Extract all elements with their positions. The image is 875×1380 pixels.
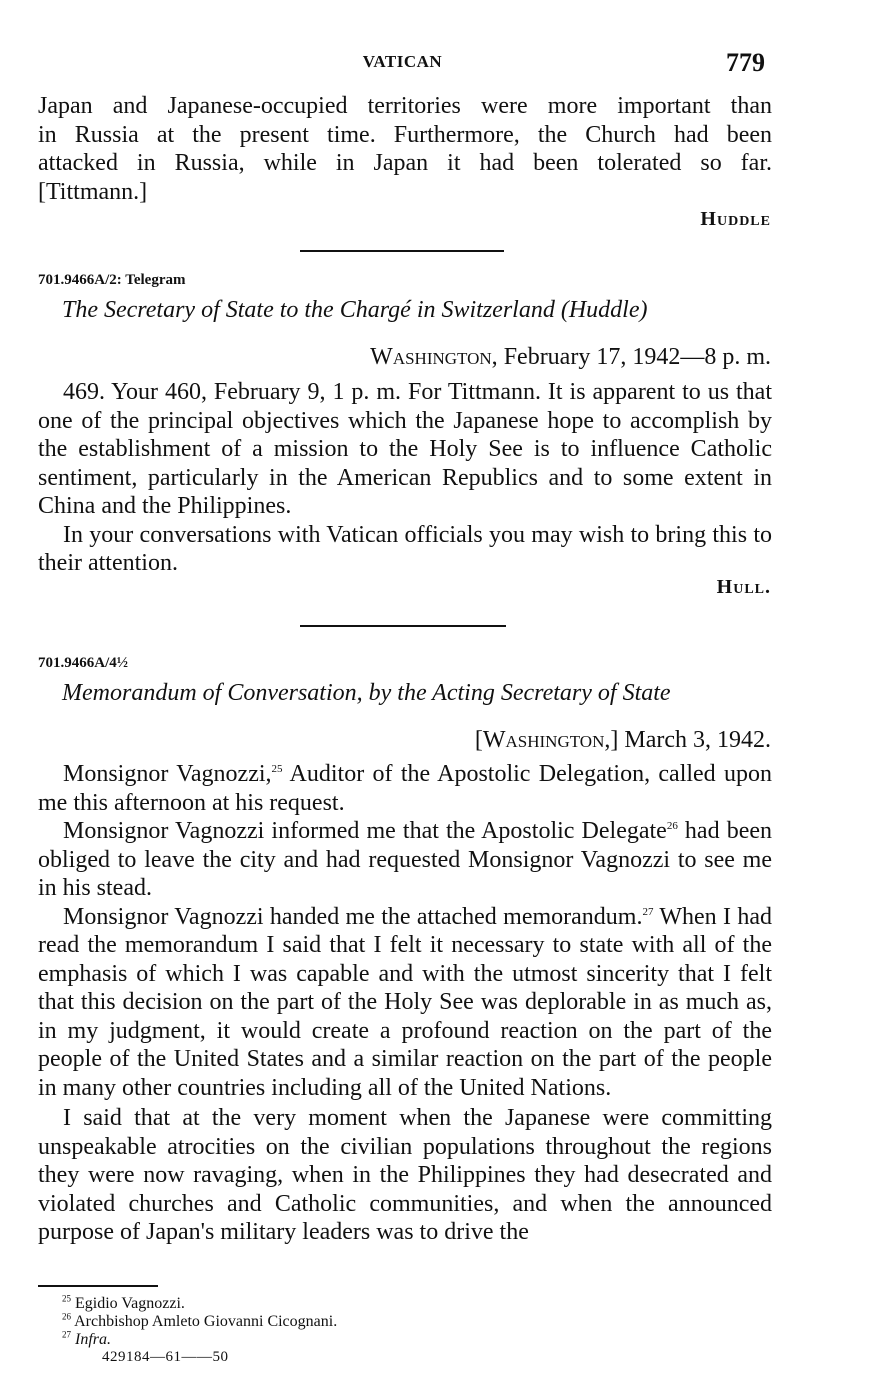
paragraph-text: Monsignor Vagnozzi informed me that the Apostolic Delegate [63, 818, 667, 844]
dateline-date: February 17, 1942—8 p. m. [497, 344, 771, 370]
document-title: Memorandum of Conversation, by the Acting Secretary of State [62, 680, 671, 706]
paragraph [38, 760, 772, 817]
footnote-text: Egidio Vagnozzi. [75, 1295, 185, 1312]
footnote-ref: 27 [642, 905, 654, 918]
page-number: 779 [726, 48, 765, 77]
footnote-text: Infra. [75, 1331, 111, 1348]
continued-text [38, 92, 772, 206]
paragraph-text: had been obliged to leave the city and had requested Monsignor Vagnozzi to see me in his stead. [38, 818, 772, 901]
running-title: VATICAN [362, 52, 443, 71]
footnote-number: 25 [62, 1293, 71, 1304]
file-type: : Telegram [116, 272, 186, 288]
footnotes [62, 1295, 662, 1349]
footnote [62, 1313, 662, 1331]
footnote-rule [38, 1285, 158, 1287]
file-number-value: 701.9466A/2 [38, 272, 117, 288]
file-number [38, 272, 186, 289]
dateline [370, 344, 771, 371]
dateline-place: Washington, [370, 344, 498, 370]
bracket: [ [474, 727, 483, 753]
footnote [62, 1331, 662, 1349]
dateline [475, 727, 771, 754]
telegram-body [38, 378, 772, 578]
signature-huddle: Huddle [700, 208, 771, 230]
footnote-ref: 25 [271, 763, 283, 775]
continued-line: attacked in Russia, while in Japan it had been tolerated so far. [38, 150, 772, 176]
section-divider [300, 250, 504, 252]
footnote-number: 27 [62, 1329, 71, 1340]
paragraph [38, 817, 772, 903]
footnote-text: Archbishop Amleto Giovanni Cicognani. [74, 1313, 338, 1330]
running-head [0, 48, 875, 78]
print-code: 429184—61——50 [102, 1349, 229, 1365]
continued-line: in Russia at the present time. Furthermore, the Church had been [38, 121, 772, 148]
paragraph-text: When I had read the memorandum I said that I felt it necessary to state with all of the emphasis of which I was capable and with the utmost sincerity that I felt that this decision on the part of the Holy See was deplorable in as much as, in my judgment, it would create a profound reaction on the part of the people of the United States and a similar reaction on the part of the people in many other countries including all of the United Nations. [38, 903, 772, 1101]
memorandum-body [38, 760, 772, 1247]
paragraph: 469. Your 460, February 9, 1 p. m. For Tittmann. It is apparent to us that one of the principal objectives which the Japanese hope to accomplish by the establishment of a mission to the Holy See is to influence Catholic sentiment, particularly in the American Republics and to some extent in China and the Philippines. [38, 379, 772, 519]
footnote [62, 1295, 662, 1313]
paragraph-text: Monsignor Vagnozzi, [63, 761, 272, 787]
paragraph: I said that at the very moment when the Japanese were committing unspeakable atrocities on the civilian populations throughout the regions they were now ravaging, when in the Philippines they had desecrated and violated churches and Catholic communities, and when the announced purpose of Japan's military leaders was to drive the [38, 1105, 772, 1245]
continued-line: [Tittmann.] [38, 178, 148, 205]
footnote-ref: 26 [666, 820, 678, 832]
paragraph: In your conversations with Vatican officials you may wish to bring this to their attention. [38, 521, 772, 576]
paragraph [38, 903, 772, 1103]
dateline-place: Washington, [482, 727, 611, 753]
file-number: 701.9466A/4½ [38, 655, 128, 671]
continued-line: Japan and Japanese-occupied territories were more important than [38, 93, 772, 119]
footnote-number: 26 [62, 1311, 71, 1322]
paragraph-text: Monsignor Vagnozzi handed me the attached memorandum. [63, 903, 643, 930]
dateline-date: ] March 3, 1942. [610, 727, 771, 753]
signature-hull: Hull. [716, 576, 771, 598]
section-divider [300, 625, 506, 627]
document-title: The Secretary of State to the Chargé in Switzerland (Huddle) [62, 297, 648, 323]
paragraph-text: Auditor of the Apostolic Delegation, called upon me this afternoon at his request. [38, 761, 772, 816]
